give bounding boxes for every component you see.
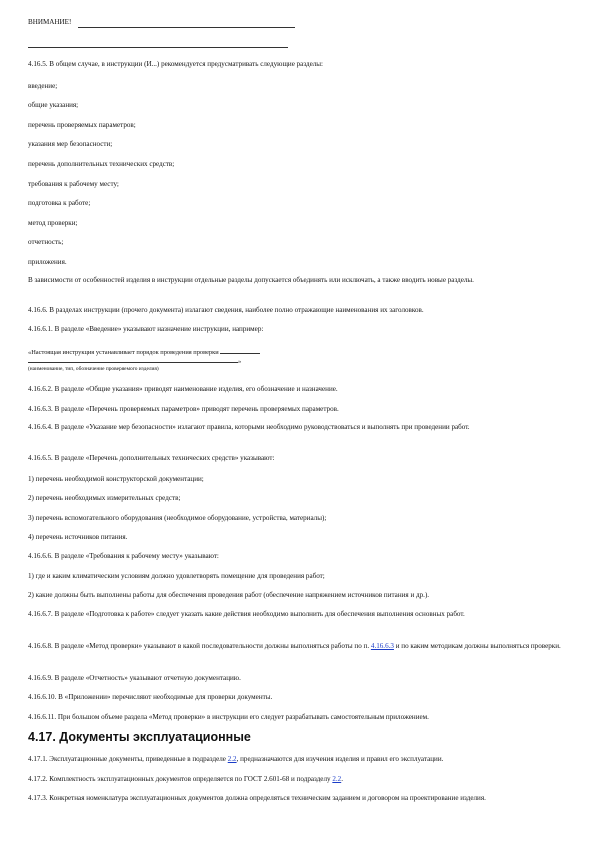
link-4-16-6-3[interactable]: 4.16.6.3 xyxy=(370,642,394,650)
paragraph-4-17-2: 4.17.2. Комплектность эксплуатационных документов определяется по ГОСТ 2.601-68 и подразделу 2.2. xyxy=(28,775,343,783)
list-item: 2) какие должны быть выполнены работы для обеспечения проведения работ (обеспечение напряжением источников питания и др.). xyxy=(28,591,430,599)
paragraph-4-16-6-1: 4.16.6.1. В разделе «Введение» указывают назначение инструкции, например: xyxy=(28,325,264,333)
link-2-2[interactable]: 2.2 xyxy=(227,755,237,763)
list-item: 1) где и каким климатическим условиям должно удовлетворять помещение для проведения работ; xyxy=(28,572,325,580)
link-2-2-second[interactable]: 2.2 xyxy=(332,775,342,783)
paragraph-4-16-6-5: 4.16.6.5. В разделе «Перечень дополнительных технических средств» указывают: xyxy=(28,454,275,462)
list-item: перечень дополнительных технических средств; xyxy=(28,160,175,168)
list-item: введение; xyxy=(28,82,58,90)
warning-underline-2 xyxy=(28,47,288,48)
paragraph-4-16-6-6: 4.16.6.6. В разделе «Требования к рабочему месту» указывают: xyxy=(28,552,219,560)
paragraph-4-17-1: 4.17.1. Эксплуатационные документы, приведенные в подразделе 2.2, предназначаются для изучения изделия и правил его эксплуатации. xyxy=(28,755,444,763)
example-quote-line-2: » xyxy=(28,356,241,366)
list-item: 3) перечень вспомогательного оборудования (необходимое оборудование, устройства, материалы); xyxy=(28,514,327,522)
list-item: 4) перечень источников питания. xyxy=(28,533,128,541)
paragraph-4-16-6: 4.16.6. В разделах инструкции (прочего документа) излагают сведения, наиболее полно отражающие наименования их заголовков. xyxy=(28,306,424,314)
list-item: 2) перечень необходимых измерительных средств; xyxy=(28,494,181,502)
paragraph-4-16-6-11: 4.16.6.11. При большом объеме раздела «Метод проверки» в инструкции его следует разрабатывать самостоятельным приложением. xyxy=(28,713,429,721)
warning-underline xyxy=(78,27,295,28)
paragraph-4-16-6-8: 4.16.6.8. В разделе «Метод проверки» указывают в какой последовательности должны выполняться работы по п. 4.16.6.3 и по каким методикам должны выполняться проверки. xyxy=(28,642,561,650)
example-caption: (наименование, тип, обозначение проверяемого изделия) xyxy=(28,366,159,372)
list-item: отчетность; xyxy=(28,238,64,246)
paragraph-depend: В зависимости от особенностей изделия в инструкции отдельные разделы допускается объединять или исключать, а также вводить новые разделы. xyxy=(28,276,474,284)
paragraph-4-17-3: 4.17.3. Конкретная номенклатура эксплуатационных документов должна определяться техническим заданием и договором на проектирование изделия. xyxy=(28,794,486,802)
paragraph-4-16-6-4: 4.16.6.4. В разделе «Указание мер безопасности» излагают правила, которыми необходимо руководствоваться и выполнять при проведении работ. xyxy=(28,423,470,431)
warning-label: ВНИМАНИЕ! xyxy=(28,18,72,26)
paragraph-4-16-6-10: 4.16.6.10. В «Приложении» перечисляют необходимые для проверки документы. xyxy=(28,693,273,701)
paragraph-4-16-6-7: 4.16.6.7. В разделе «Подготовка к работе» следует указать какие действия необходимо выполнить для обеспечения выполнения основных работ. xyxy=(28,610,465,618)
paragraph-4-16-6-9: 4.16.6.9. В разделе «Отчетность» указывают отчетную документацию. xyxy=(28,674,241,682)
list-item: приложения. xyxy=(28,258,67,266)
list-item: подготовка к работе; xyxy=(28,199,91,207)
section-heading-4-17: 4.17. Документы эксплуатационные xyxy=(28,730,251,744)
paragraph-4-16-5: 4.16.5. В общем случае, в инструкции (И...) рекомендуется предусматривать следующие разделы: xyxy=(28,60,324,68)
example-blank-wide xyxy=(28,356,238,363)
list-item: 1) перечень необходимой конструкторской документации; xyxy=(28,475,204,483)
list-item: указания мер безопасности; xyxy=(28,140,113,148)
list-item: требования к рабочему месту; xyxy=(28,180,119,188)
example-blank xyxy=(220,347,260,354)
paragraph-4-16-6-2: 4.16.6.2. В разделе «Общие указания» приводят наименование изделия, его обозначение и назначение. xyxy=(28,385,338,393)
list-item: общие указания; xyxy=(28,101,79,109)
paragraph-4-16-6-3: 4.16.6.3. В разделе «Перечень проверяемых параметров» приводят перечень проверяемых параметров. xyxy=(28,405,339,413)
list-item: перечень проверяемых параметров; xyxy=(28,121,136,129)
example-quote: «Настоящая инструкция устанавливает порядок проведения проверки xyxy=(28,347,260,357)
list-item: метод проверки; xyxy=(28,219,78,227)
